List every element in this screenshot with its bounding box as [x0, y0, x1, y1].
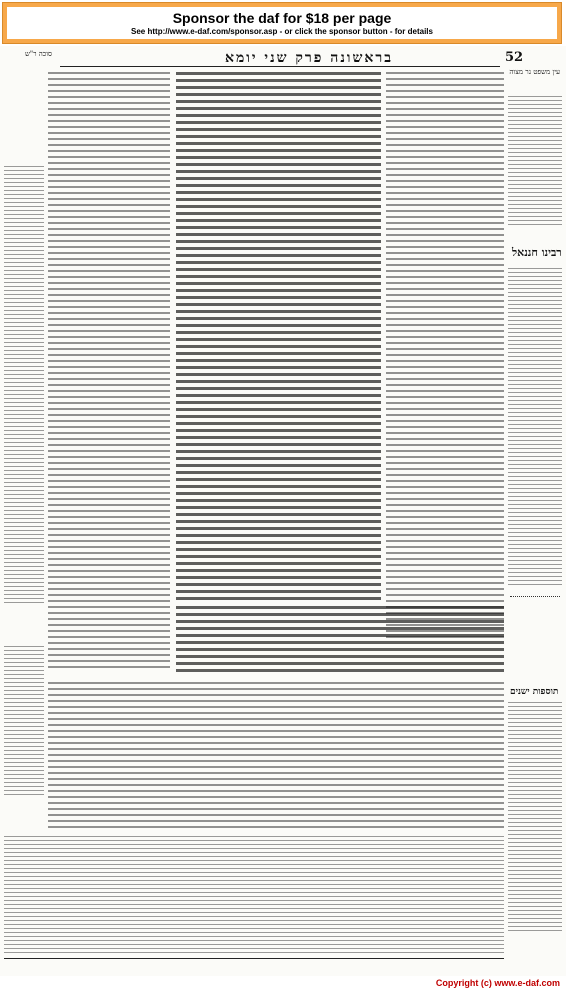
ornament-divider	[510, 596, 560, 598]
rabbeinu-chananel-column	[508, 268, 562, 588]
header-left-note: סוכה ר"ש	[24, 50, 52, 58]
ein-mishpat-column	[508, 96, 562, 226]
header-right-note: עין משפט נר מצוה	[509, 68, 560, 76]
sponsor-banner-subtitle: See http://www.e-daf.com/sponsor.asp - or click the sponsor button - for details	[131, 27, 433, 36]
left-margin-notes-lower	[4, 646, 44, 796]
header-rule	[60, 66, 500, 67]
left-margin-notes	[4, 166, 44, 606]
footer-rule	[4, 958, 504, 959]
page-number: 52	[505, 50, 524, 65]
tosafot-yeshanim-label: תוספות ישנים	[510, 687, 559, 697]
sponsor-banner-inner	[7, 7, 557, 39]
talmud-page	[0, 46, 566, 976]
rabbeinu-chananel-label: רבינו חננאל	[512, 246, 562, 259]
tosafot-yeshanim-column	[508, 702, 562, 932]
rashi-column	[386, 72, 504, 642]
sponsor-banner-title: Sponsor the daf for $18 per page	[172, 10, 392, 26]
page-header-title: בראשונה פרק שני יומא	[225, 50, 393, 66]
bottom-commentary-upper	[48, 682, 504, 832]
sponsor-banner[interactable]	[2, 2, 562, 44]
gemara-main-text	[176, 72, 381, 602]
copyright-notice[interactable]: Copyright (c) www.e-daf.com	[435, 978, 560, 988]
gemara-lower-text	[176, 606, 504, 676]
bottom-commentary-lower	[4, 836, 504, 956]
tosafot-column	[48, 72, 170, 672]
